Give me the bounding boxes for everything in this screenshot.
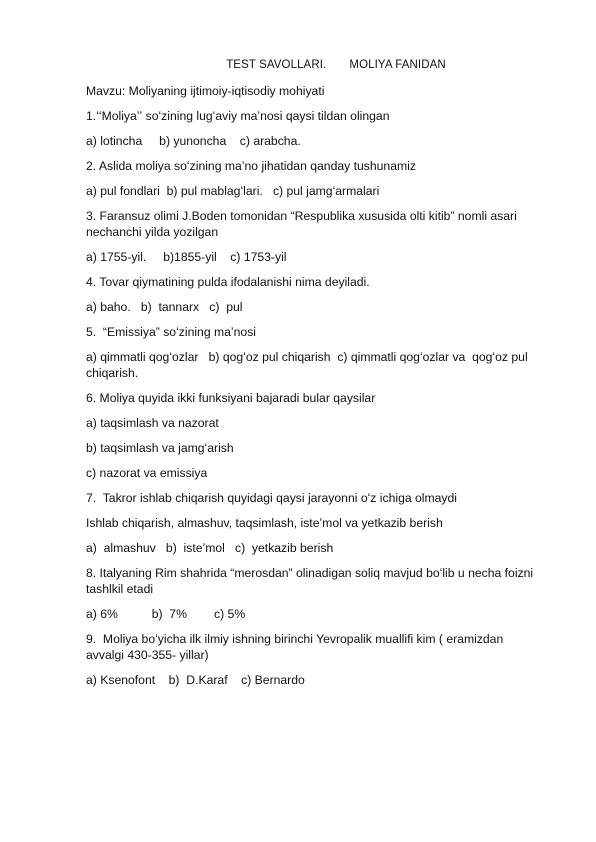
- topic-line: Mavzu: Moliyaning ijtimoiy-iqtisodiy mohiyati: [86, 84, 325, 98]
- question-3: 3. Faransuz olimi J.Boden tomonidan “Respublika xususida olti kitib” nomli asari nechanchi yilda yozilgan: [86, 209, 521, 239]
- answers-4: a) baho. b) tannarx c) pul: [86, 300, 243, 314]
- answer-6b: b) taqsimlash va jamgʻarish: [86, 441, 234, 455]
- answer-6a: a) taqsimlash va nazorat: [86, 416, 219, 430]
- question-5: 5. “Emissiya” soʻzining maʼnosi: [86, 325, 257, 339]
- question-9: 9. Moliya boʻyicha ilk ilmiy ishning birinchi Yevropalik muallifi kim ( eramizdan avvalgi 430-355- yillar): [86, 632, 507, 662]
- question-2: 2. Aslida moliya soʻzining maʼno jihatidan qanday tushunamiz: [86, 159, 416, 173]
- answers-2: a) pul fondlari b) pul mablagʻlari. c) pul jamgʻarmalari: [86, 184, 380, 198]
- answers-8: a) 6% b) 7% c) 5%: [86, 607, 246, 621]
- question-4: 4. Tovar qiymatining pulda ifodalanishi nima deyiladi.: [86, 275, 370, 289]
- answers-1: a) lotincha b) yunoncha c) arabcha.: [86, 134, 301, 148]
- answers-3: a) 1755-yil. b)1855-yil c) 1753-yil: [86, 250, 287, 264]
- question-8: 8. Italyaning Rim shahrida “merosdan” olinadigan soliq mavjud boʻlib u necha foizni tashlkil etadi: [86, 566, 537, 596]
- answers-5: a) qimmatli qogʻozlar b) qogʻoz pul chiqarish c) qimmatli qogʻozlar va qogʻoz pul chiqarish.: [86, 350, 532, 380]
- question-6: 6. Moliya quyida ikki funksiyani bajaradi bular qaysilar: [86, 391, 376, 405]
- question-1: 1.ʻʻMoliyaʼʼ soʻzining lugʻaviy maʼnosi qaysi tildan olingan: [86, 109, 390, 123]
- question-7: 7. Takror ishlab chiqarish quyidagi qaysi jarayonni oʻz ichiga olmaydi: [86, 491, 458, 505]
- document-title: TEST SAVOLLARI. MOLIYA FANIDAN: [226, 59, 446, 71]
- answers-9: a) Ksenofont b) D.Karaf c) Bernardo: [86, 673, 305, 687]
- question-7-context: Ishlab chiqarish, almashuv, taqsimlash, isteʼmol va yetkazib berish: [86, 516, 443, 530]
- answer-6c: c) nazorat va emissiya: [86, 466, 208, 480]
- answers-7: a) almashuv b) isteʼmol c) yetkazib berish: [86, 541, 334, 555]
